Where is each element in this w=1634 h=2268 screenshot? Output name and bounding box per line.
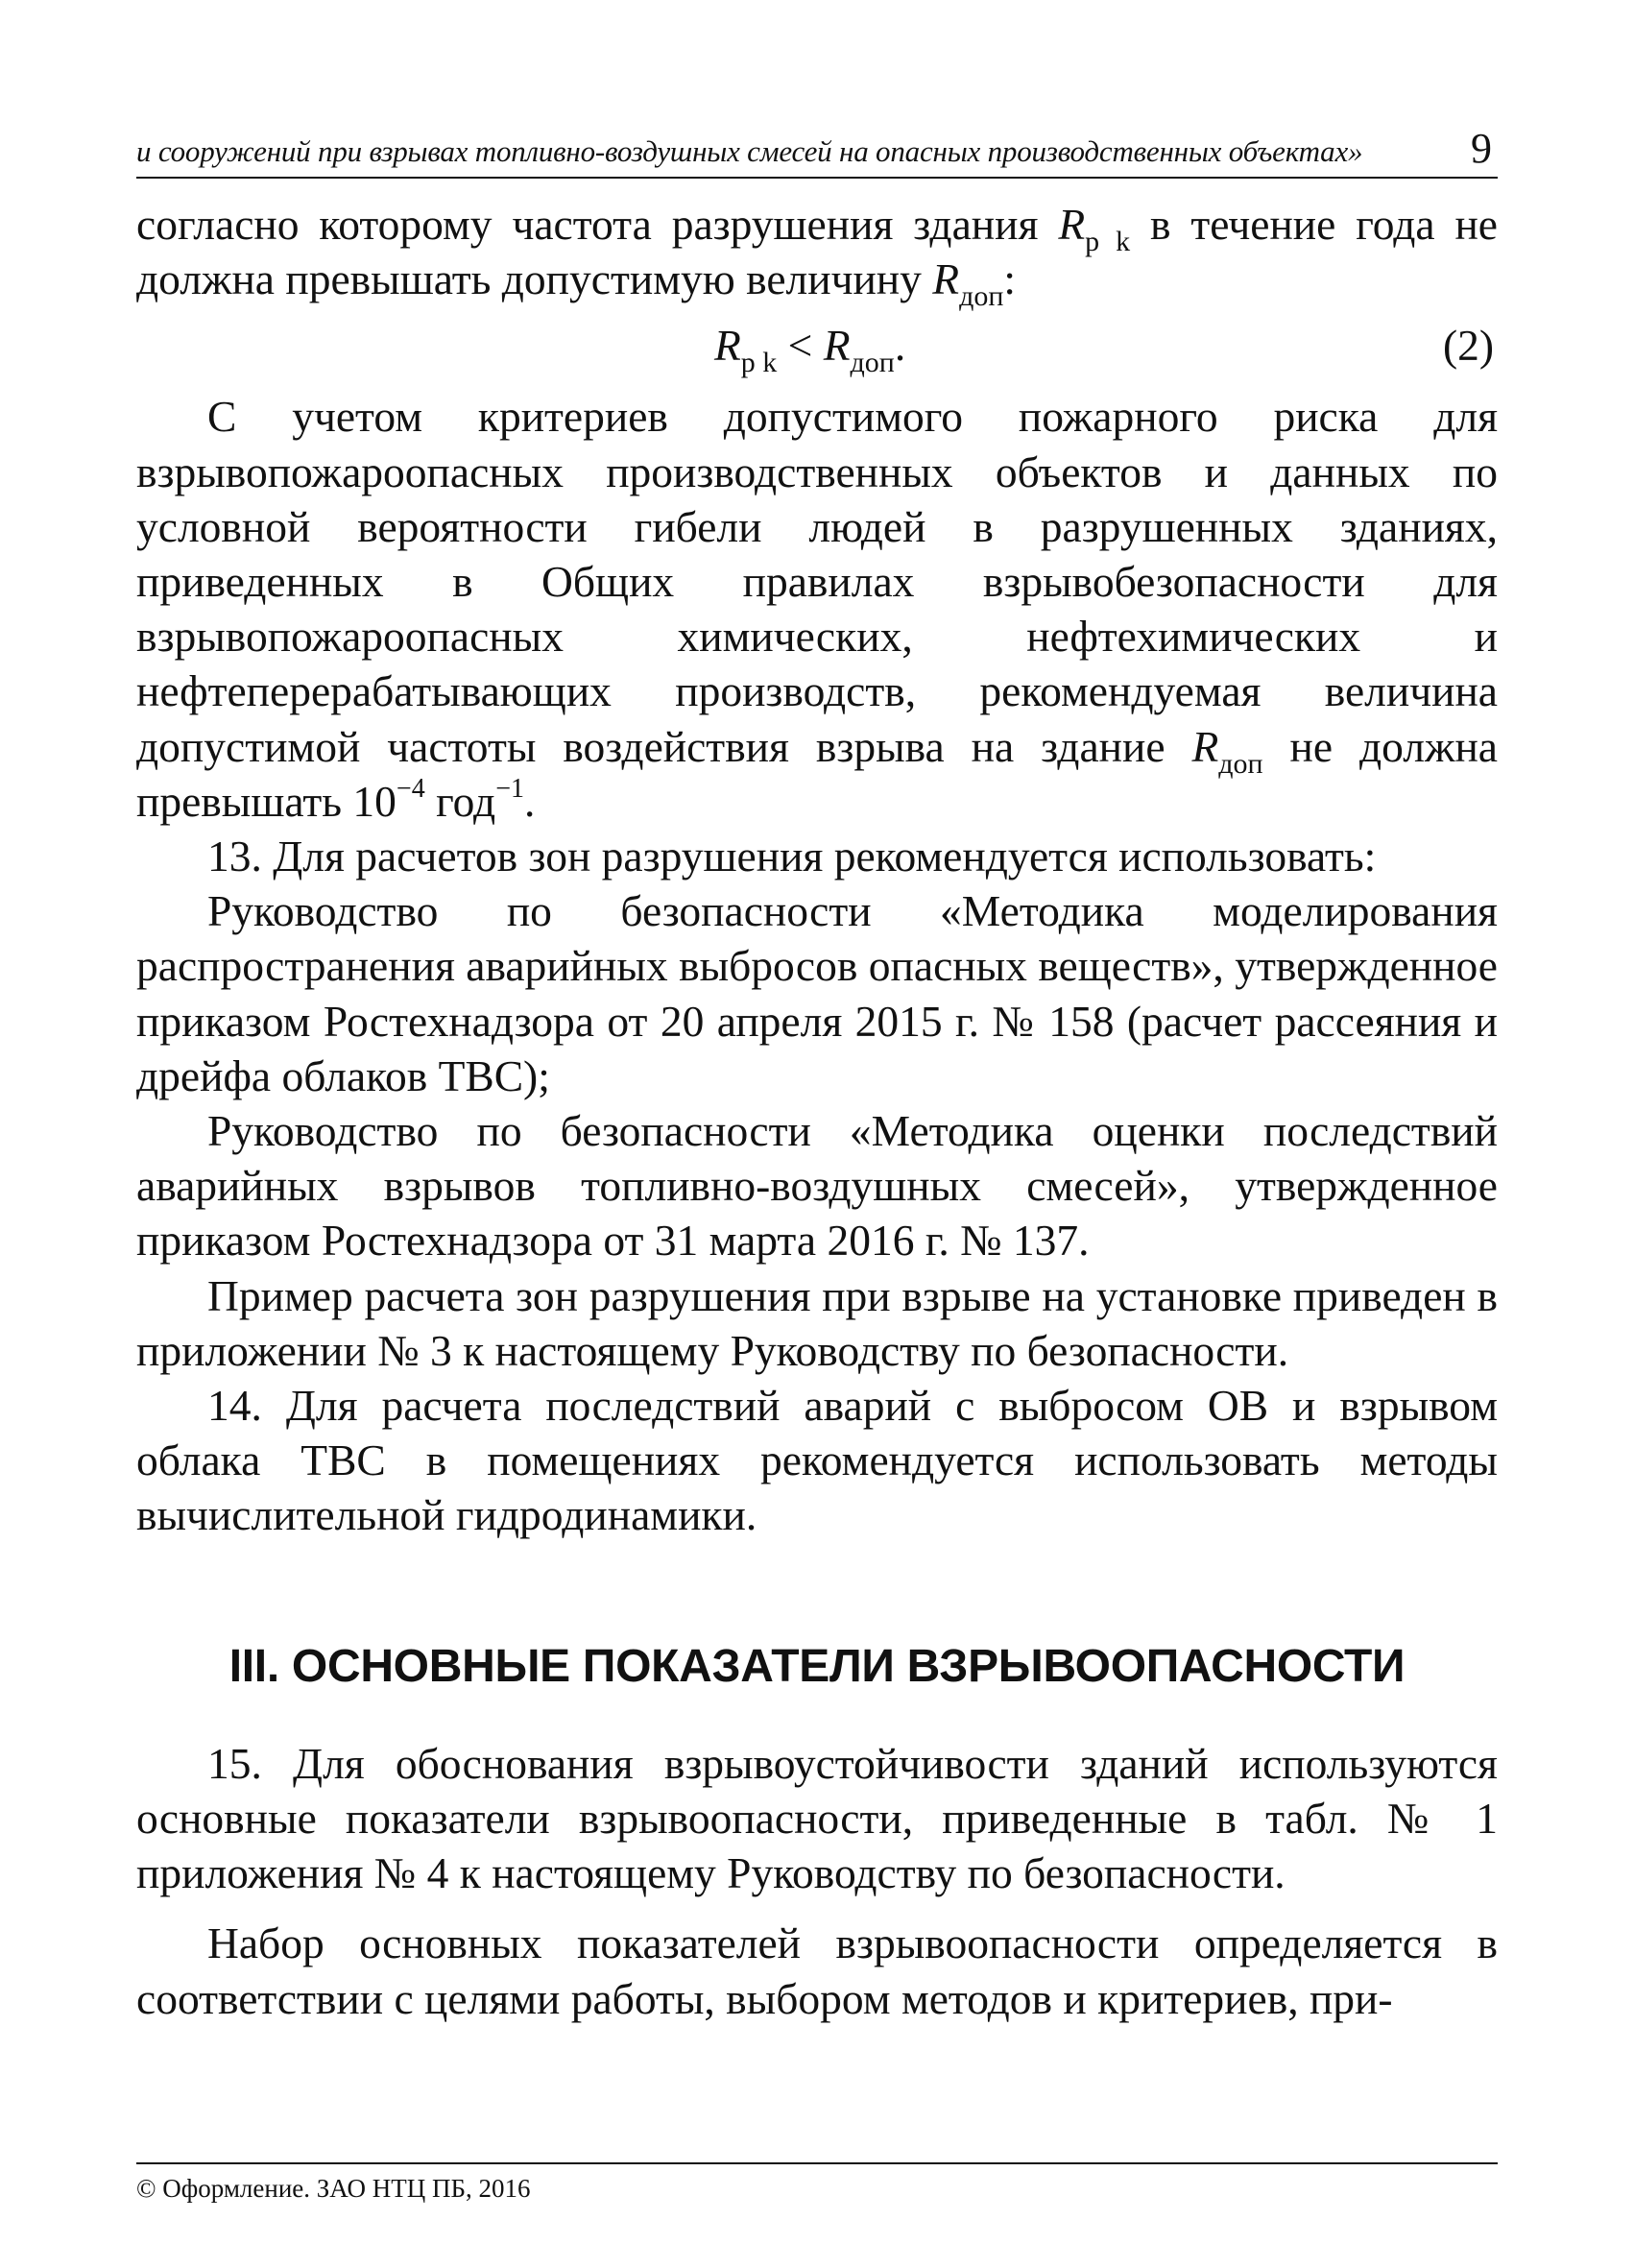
paragraph-methodology-2016: Руководство по безопасности «Методика оценки последствий аварийных взрывов топливно-воздушных смесей», утвержденное приказом Ростехнадзора от 31 марта 2016 г. № 137. bbox=[136, 1106, 1498, 1266]
superscript: −4 bbox=[396, 773, 425, 804]
subscript: р k bbox=[1085, 226, 1131, 257]
running-header-title: и сооружений при взрывах топливно-воздушных смесей на опасных производственных объектах» bbox=[136, 134, 1363, 168]
paragraph-methodology-2015: Руководство по безопасности «Методика моделирования распространения аварийных выбросов опасных веществ», утвержденное приказом Ростехнадзора от 20 апреля 2015 г. № 158 (расчет рассеяния и дрейфа облаков ТВС); bbox=[136, 886, 1498, 1100]
running-header bbox=[136, 127, 1498, 179]
superscript: −1 bbox=[495, 773, 525, 804]
paragraph-item-13: 13. Для расчетов зон разрушения рекомендуется использовать: bbox=[207, 832, 1377, 881]
footer bbox=[136, 2162, 1498, 2204]
formula-2 bbox=[136, 306, 1498, 389]
paragraph-indicator-set: Набор основных показателей взрывоопасности определяется в соответствии с целями работы, выбором методов и критериев, при- bbox=[136, 1918, 1498, 2023]
paragraph-risk-criteria: С учетом критериев допустимого пожарного риска для взрывопожароопасных производственных объектов и данных по условной вероятности гибели людей в разрушенных зданиях, приведенных в Общих правилах взрывобезопасности для взрывопожароопасных химических, нефтехимических и нефтеперерабатывающих производств, рекомендуемая величина допустимой частоты воздействия взрыва на здание $R_{доп}$ не должна превышать $10^{-4}$ год$^{-1}$. bbox=[136, 392, 1498, 826]
equation-number: (2) bbox=[1442, 321, 1494, 371]
page-number: 9 bbox=[1471, 125, 1492, 172]
paragraph-intro: согласно которому частота разрушения здания $R_{р k}$ в течение года не должна превышать допустимую величину $R_{доп}$: bbox=[136, 200, 1499, 313]
body-text bbox=[136, 197, 1498, 2026]
variable-r: R bbox=[1058, 200, 1086, 249]
variable-r: R bbox=[1191, 721, 1219, 771]
paragraph-example-reference: Пример расчета зон разрушения при взрыве на установке приведен в приложении № 3 к настоящему Руководству по безопасности. bbox=[136, 1270, 1498, 1375]
paragraph-item-15: 15. Для обоснования взрывоустойчивости зданий используются основные показатели взрывоопасности, приведенные в табл. № 1 приложения № 4 к настоящему Руководству по безопасности. bbox=[136, 1738, 1498, 1898]
paragraph-item-14: 14. Для расчета последствий аварий с выбросом ОВ и взрывом облака ТВС в помещениях рекомендуется использовать методы вычислительной гидродинамики. bbox=[136, 1381, 1498, 1540]
subscript: доп bbox=[959, 280, 1004, 313]
section-heading: III. ОСНОВНЫЕ ПОКАЗАТЕЛИ ВЗРЫВООПАСНОСТИ bbox=[228, 1640, 1406, 1692]
formula-expression: $R_{р k} < R_{доп}$. bbox=[714, 321, 906, 379]
subscript: доп bbox=[1218, 747, 1263, 780]
variable-r: R bbox=[932, 254, 960, 304]
footer-copyright: © Оформление. ЗАО НТЦ ПБ, 2016 bbox=[136, 2174, 531, 2203]
